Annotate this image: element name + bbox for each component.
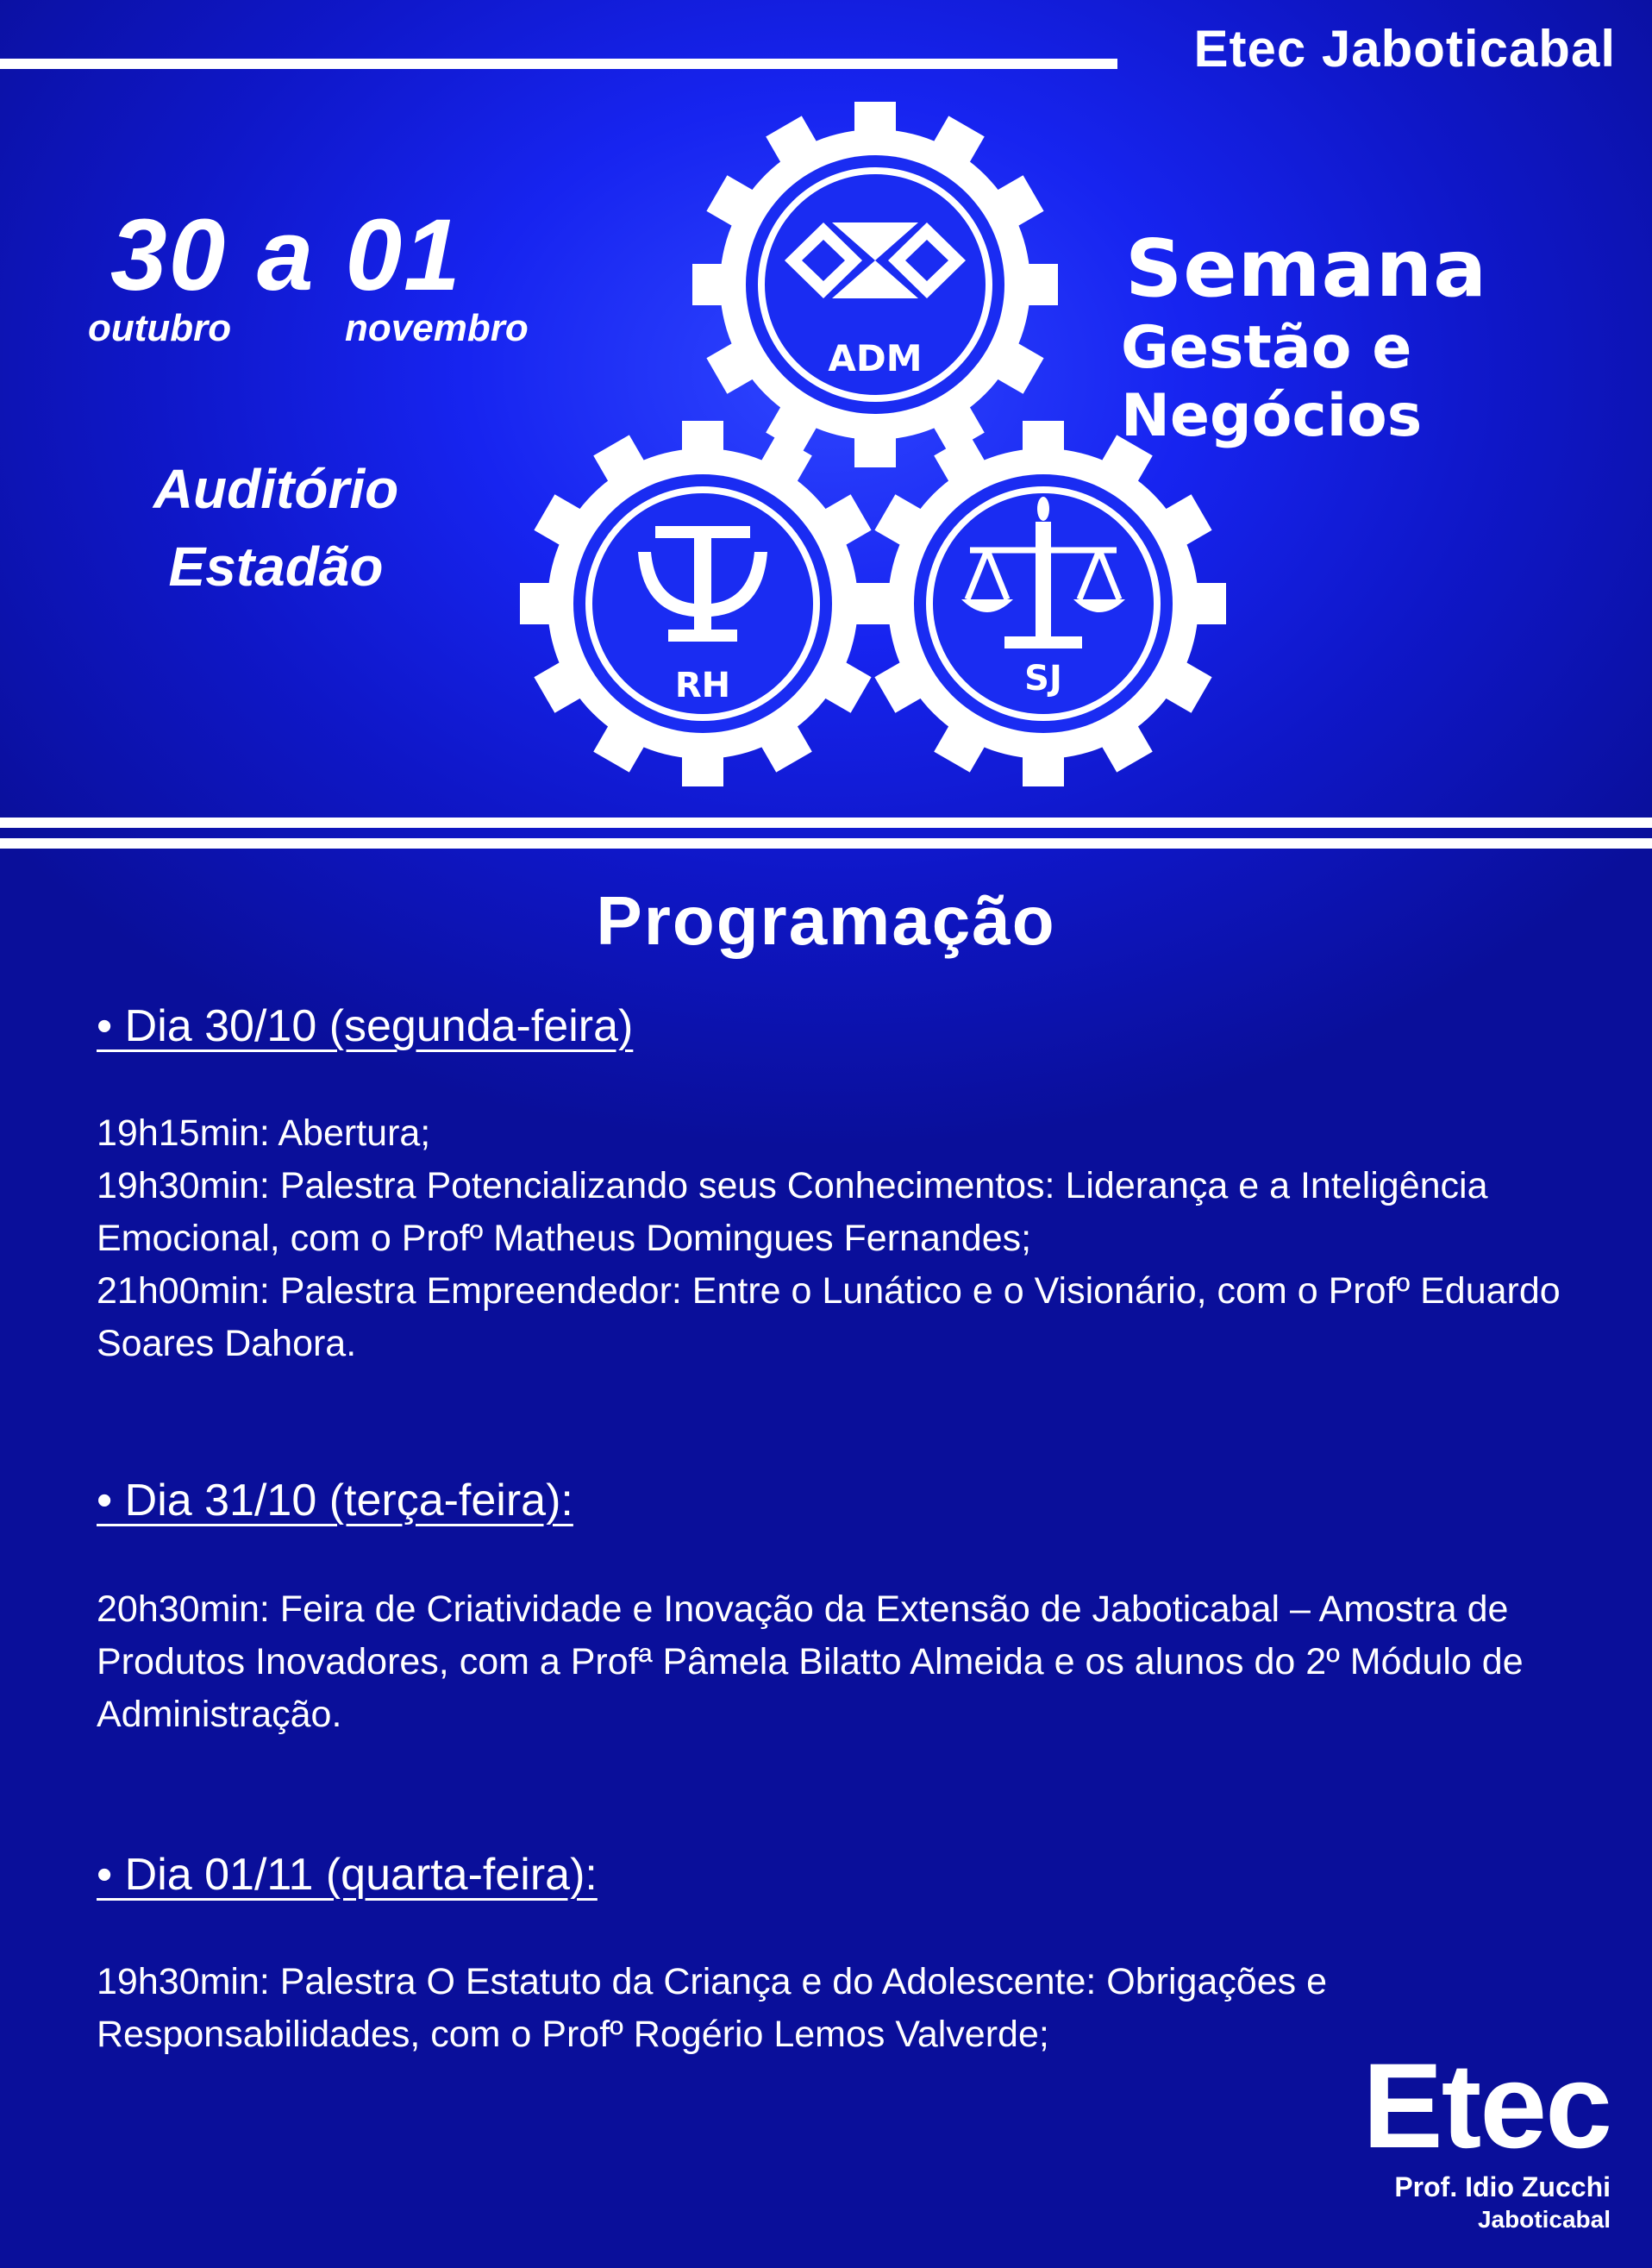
etec-city: Jaboticabal: [1477, 2206, 1611, 2233]
rh-gear-icon: [520, 421, 885, 786]
day-31-10-schedule: [97, 1583, 1614, 1741]
program-title: Programação: [596, 882, 1056, 959]
event-dates: 30 a 01: [110, 198, 462, 312]
sj-label: SJ: [1024, 659, 1062, 699]
event-title: Semana: [1125, 222, 1488, 315]
venue-line2: Estadão: [168, 536, 384, 598]
rh-label: RH: [674, 666, 731, 705]
brand-title: Etec Jaboticabal: [1193, 20, 1616, 78]
schedule-item: 20h30min: Feira de Criatividade e Inovação da Extensão de Jaboticabal – Amostra de Produtos Inovadores, com a Profª Pâmela Bilatto Almeida e os alunos do 2º Módulo de Administração.: [97, 1588, 1524, 1735]
adm-gear-icon: [692, 102, 1058, 467]
schedule-item: 19h30min: Palestra O Estatuto da Criança e do Adolescente: Obrigações e Responsabilidades, com o Profº Rogério Lemos Valverde;: [97, 1961, 1328, 2055]
schedule-item: 21h00min: Palestra Empreendedor: Entre o Lunático e o Visionário, com o Profº Eduardo Soares Dahora.: [97, 1270, 1561, 1364]
etec-logo: Etec: [1362, 2038, 1611, 2173]
day-heading-01-11: • Dia 01/11 (quarta-feira):: [97, 1850, 598, 1900]
event-subtitle: Gestão e Negócios: [1121, 314, 1423, 450]
sj-gear-icon: [860, 421, 1226, 786]
schedule-item: 19h15min: Abertura;: [97, 1112, 431, 1154]
day-30-10-schedule: [97, 1107, 1614, 1370]
adm-label: ADM: [828, 337, 923, 379]
section-divider-bottom: [0, 838, 1652, 849]
schedule-item: 19h30min: Palestra Potencializando seus Conhecimentos: Liderança e a Inteligência Emocional, com o Profº Matheus Domingues Fernandes;: [97, 1165, 1488, 1259]
venue-line1: Auditório: [153, 458, 399, 520]
month-start: outubro: [88, 307, 232, 349]
gear-emblems: [0, 0, 1652, 811]
month-end: novembro: [345, 307, 529, 349]
day-heading-30-10: • Dia 30/10 (segunda-feira): [97, 1001, 634, 1051]
section-divider-top: [0, 818, 1652, 828]
etec-school-name: Prof. Idio Zucchi: [1394, 2171, 1611, 2202]
day-heading-31-10: • Dia 31/10 (terça-feira):: [97, 1475, 573, 1526]
